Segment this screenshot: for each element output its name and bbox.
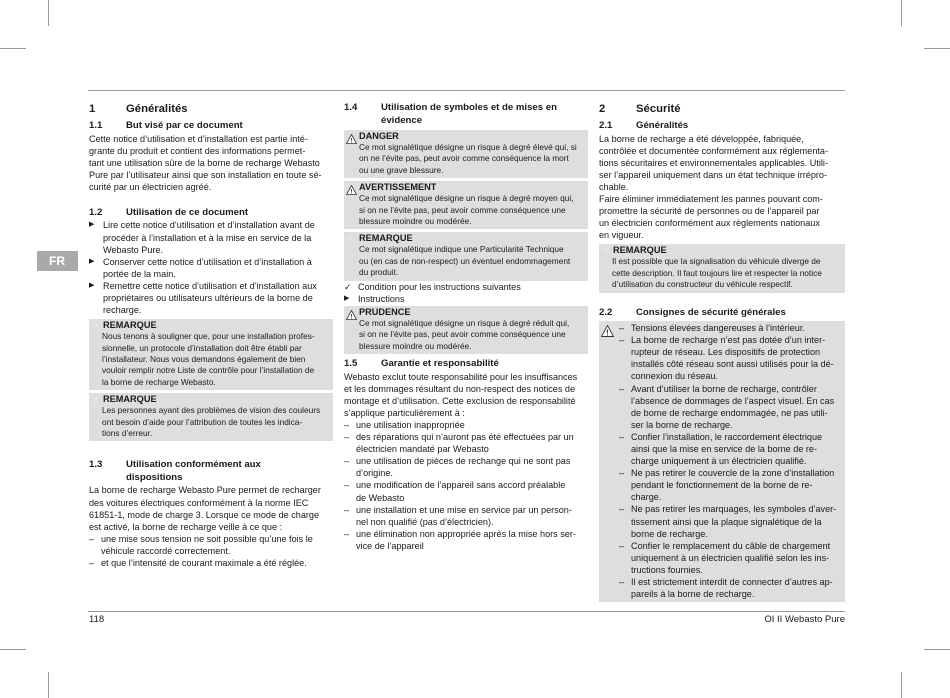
text-line: électricien mandaté par Webasto: [356, 444, 489, 455]
dash-marker: –: [619, 323, 625, 334]
paragraph: [344, 371, 588, 419]
subsection-heading: 2.1 Généralités: [599, 120, 689, 131]
language-tab: FR: [37, 251, 78, 271]
text-line: uniquement à un électricien qualifié selon les ins-: [631, 552, 830, 563]
text-line: Les personnes ayant des problèmes de vision des couleurs: [102, 405, 321, 416]
dash-marker: –: [619, 577, 625, 588]
note-box: ☞ REMARQUE Il est possible que la signalisation du véhicule diverge de cette description. Il faut toujours lire et respecter la notice d’utilisation du constructeur du véhicule respectif.: [599, 244, 845, 292]
text-line: Confier le remplacement du câble de chargement: [631, 540, 831, 551]
text-line: ser la borne de recharge.: [631, 419, 733, 430]
crop-mark: [48, 672, 49, 698]
text-line: Nous tenons à souligner que, pour une installation profes-: [102, 331, 315, 342]
arrow-right-icon: ▶: [89, 281, 95, 289]
dash-item: [619, 431, 843, 467]
dash-item: [619, 576, 843, 600]
text-line: portée de la main.: [103, 268, 176, 279]
text-line: Lire cette notice d’utilisation et d’installation avant de: [103, 220, 315, 231]
text-line: sionnelle, un protocole d’installation doit être établi par: [102, 342, 302, 353]
dash-item: [619, 334, 843, 382]
arrow-right-icon: ▶: [344, 294, 350, 302]
bullet-item: [89, 256, 333, 280]
text-line: tissement ainsi que la plaque signalétique de la: [631, 516, 822, 527]
dash-item: [344, 479, 588, 503]
dash-marker: –: [344, 456, 350, 467]
text-line: charge.: [631, 492, 662, 503]
remarque-box: ☞ REMARQUE Ce mot signalétique indique une Particularité Technique ou (en cas de non-respect) un éventuel endommagement du produit.: [344, 232, 588, 280]
note-box: ☞ REMARQUE Nous tenons à souligner que, pour une installation profes- sionnelle, un protocole d’installation doit être établi par l’installateur. Nous vous demandons également de bien vouloir remplir notre Liste de contrôle pour l’installation de la borne de recharge Webasto.: [89, 319, 333, 390]
column-2: [344, 102, 588, 552]
text-line: on ne l’évite pas, peut avoir comme conséquence la mort: [359, 153, 569, 164]
warning-triangle-icon: [346, 307, 359, 352]
footer-rule: [88, 611, 845, 612]
text-line: installés côté réseau sont aussi utilisés pour la dé-: [631, 359, 834, 370]
text-line: Ce mot signalétique désigne un risque à degré réduit qui,: [359, 317, 570, 328]
text-line: Avant d’utiliser la borne de recharge, contrôler: [631, 383, 817, 394]
text-line: contrôlée et documentée conformément aux réglementa-: [599, 145, 828, 156]
svg-text:!: !: [350, 313, 353, 320]
dash-item: [619, 540, 843, 576]
dash-marker: –: [344, 419, 350, 430]
text-line: charge uniquement à un électricien qualifié.: [631, 456, 807, 467]
text-line: tions d’erreur.: [102, 428, 153, 439]
note-hand-icon: ☞: [602, 246, 610, 256]
text-line: s’applique particulièrement à :: [344, 407, 465, 418]
text-line: nel non qualifié (pas d’électricien).: [356, 516, 494, 527]
dash-marker: –: [619, 431, 625, 442]
text-line: recharge.: [103, 305, 142, 316]
text-line: Ne pas retirer le couvercle de la zone d’installation: [631, 468, 835, 479]
text-line: de borne de recharge endommagée, ne pas utili-: [631, 407, 828, 418]
svg-text:!: !: [606, 328, 609, 338]
text-line: l’installateur. Nous vous demandons également de bien: [102, 354, 306, 365]
column-1: [89, 102, 333, 569]
text-line: grante du produit et contient des informations permet-: [89, 145, 306, 156]
subsection-heading: 1.3 Utilisation conformément aux: [89, 459, 261, 471]
warning-triangle-icon: [601, 322, 619, 600]
instruction-line: ▶ Instructions: [344, 293, 405, 304]
text-line: Pure par l’utilisateur ainsi que son installation en toute sé-: [89, 169, 322, 180]
text-line: propriétaires ou utilisateurs ultérieurs de la borne de: [103, 293, 313, 304]
dash-item: [344, 504, 588, 528]
dash-item: [344, 419, 588, 431]
text-line: borne de recharge.: [631, 528, 708, 539]
dash-item: [344, 528, 588, 552]
text-line: Webasto Pure.: [103, 244, 163, 255]
dash-list: [344, 419, 588, 552]
text-line: Conserver cette notice d’utilisation et d’installation à: [103, 256, 312, 267]
column-3: [599, 102, 845, 602]
text-line: cette description. Il faut toujours lire et respecter la notice: [612, 267, 822, 278]
subsection-heading: 1.4 Utilisation de symboles et de mises en: [344, 102, 557, 113]
text-line: blessure moindre ou modérée.: [359, 340, 472, 351]
avertissement-box: ! AVERTISSEMENT Ce mot signalétique désigne un risque à degré moyen qui, si on ne l’évite pas, peut avoir comme conséquence une blessure moindre ou modérée.: [344, 181, 588, 229]
bullet-list: [89, 219, 333, 316]
text-line: de Webasto: [356, 492, 405, 503]
text-line: curité par un électricien agréé.: [89, 181, 212, 192]
text-line: pendant le fonctionnement de la borne de re-: [631, 480, 813, 491]
subsection-heading-cont: évidence: [381, 114, 423, 126]
text-line: Tensions élevées dangereuses à l’intérieur.: [631, 323, 805, 334]
subsection-heading-cont: dispositions: [126, 471, 183, 483]
header-rule: [88, 90, 845, 91]
crop-mark: [924, 48, 950, 49]
text-line: Il est possible que la signalisation du véhicule diverge de: [612, 256, 821, 267]
text-line: ser l’appareil uniquement dans un état technique irrépro-: [599, 169, 827, 180]
text-line: une modification de l’appareil sans accord préalable: [356, 480, 566, 491]
text-line: Il est strictement interdit de connecter d’autres ap-: [631, 577, 833, 588]
text-line: rupteur de réseau. Les dispositifs de protection: [631, 347, 821, 358]
text-line: vouloir remplir notre Liste de contrôle pour l’installation de: [102, 365, 315, 376]
check-icon: ✓: [344, 281, 352, 292]
subsection-heading: 2.2 Consignes de sécurité générales: [599, 306, 786, 318]
dash-item: [89, 557, 333, 569]
text-line: une mise sous tension ne soit possible qu’une fois le: [101, 533, 313, 544]
dash-list: [89, 533, 333, 569]
text-line: si on ne l’évite pas, peut avoir comme conséquence une: [359, 204, 566, 215]
crop-mark: [0, 48, 26, 49]
dash-marker: –: [344, 504, 350, 515]
text-line: en vigueur.: [599, 230, 644, 241]
svg-text:!: !: [350, 188, 353, 196]
text-line: Ce mot signalétique désigne un risque à degré élevé qui, si: [359, 142, 577, 152]
text-line: et les dommages résultant du non-respect des notices de: [344, 383, 576, 394]
dash-marker: –: [619, 540, 625, 551]
safety-box: [599, 321, 845, 602]
check-line: ✓ Condition pour les instructions suivantes: [344, 281, 521, 292]
section-heading: 1 Généralités: [89, 103, 188, 115]
text-line: d’utilisation du constructeur du véhicule respectif.: [612, 279, 793, 290]
danger-box: ! DANGER Ce mot signalétique désigne un risque à degré élevé qui, si on ne l’évite pas, peut avoir comme conséquence la mort ou une grave blessure.: [344, 130, 588, 178]
text-line: une utilisation de pièces de rechange qui ne sont pas: [356, 456, 571, 467]
warning-triangle-icon: [346, 131, 359, 176]
dash-item: [619, 322, 843, 334]
text-line: montage et d’utilisation. Cette exclusion de responsabilité: [344, 395, 576, 406]
text-line: ainsi que la mise en service de la borne de re-: [631, 444, 818, 454]
text-line: vice de l’appareil: [356, 540, 424, 551]
paragraph: [89, 484, 333, 532]
crop-mark: [48, 0, 49, 26]
text-line: tant une utilisation sûre de la borne de recharge Webasto: [89, 157, 320, 168]
crop-mark: [0, 649, 26, 650]
text-line: est activé, la borne de recharge veille à ce que :: [89, 521, 283, 532]
bullet-item: [89, 280, 333, 316]
text-line: tructions fournies.: [631, 564, 703, 575]
text-line: tions sécuritaires et environnementales applicables. Utili-: [599, 157, 828, 168]
paragraph: [89, 133, 333, 193]
crop-mark: [901, 672, 902, 698]
text-line: blessure moindre ou modérée.: [359, 216, 472, 227]
dash-item: [344, 431, 588, 455]
crop-mark: [924, 649, 950, 650]
text-line: La borne de recharge n’est pas dotée d’un inter-: [631, 335, 826, 346]
prudence-box: ! PRUDENCE Ce mot signalétique désigne un risque à degré réduit qui, si on ne l’évite pas, peut avoir comme conséquence une blessure moindre ou modérée.: [344, 306, 588, 354]
text-line: une élimination non appropriée après la mise hors ser-: [356, 528, 576, 539]
dash-marker: –: [619, 383, 625, 394]
dash-marker: –: [344, 480, 350, 491]
text-line: procéder à l’installation et à la mise en service de la: [103, 232, 312, 243]
text-line: 61851-1, mode de charge 3. Lorsque ce mode de charge: [89, 509, 320, 520]
svg-text:!: !: [350, 137, 353, 144]
text-line: une installation et une mise en service par un person-: [356, 504, 572, 515]
dash-marker: –: [619, 468, 625, 479]
text-line: ou une grave blessure.: [359, 164, 444, 175]
text-line: La borne de recharge a été développée, fabriquée,: [599, 133, 804, 144]
dash-marker: –: [619, 504, 625, 515]
arrow-right-icon: ▶: [89, 257, 95, 265]
text-line: une utilisation inappropriée: [356, 419, 465, 430]
text-line: d’origine.: [356, 468, 393, 479]
note-box: ☞ REMARQUE Les personnes ayant des problèmes de vision des couleurs ont besoin d’aide pour l’attribution de toutes les indica- tions d’erreur.: [89, 393, 333, 441]
text-line: connexion du réseau.: [631, 371, 718, 382]
paragraph: [599, 133, 845, 242]
subsection-heading: 1.5 Garantie et responsabilité: [344, 358, 499, 370]
text-line: si on ne l’évite pas, peut avoir comme conséquence une: [359, 329, 566, 340]
text-line: promettre la sécurité de personnes ou de l’appareil par: [599, 206, 820, 217]
note-hand-icon: ☞: [346, 234, 354, 244]
note-hand-icon: ☞: [92, 321, 100, 331]
text-line: Ne pas retirer les marquages, les symboles d’aver-: [631, 504, 837, 515]
text-line: chable.: [599, 181, 629, 192]
text-line: Cette notice d’utilisation et d’installation est partie inté-: [89, 133, 308, 144]
text-line: des voitures électriques conformément à la norme IEC: [89, 497, 309, 508]
dash-item: [619, 383, 843, 431]
text-line: Remettre cette notice d’utilisation et d’installation aux: [103, 280, 317, 291]
text-line: ou (en cas de non-respect) un éventuel endommagement: [359, 255, 571, 266]
subsection-heading: 1.2 Utilisation de ce document: [89, 206, 249, 218]
dash-item: [619, 503, 843, 539]
text-line: véhicule raccordé correctement.: [101, 545, 231, 556]
text-line: pareils à la borne de recharge.: [631, 589, 755, 600]
dash-item: [89, 533, 333, 557]
text-line: Confier l’installation, le raccordement électrique: [631, 431, 823, 442]
text-line: la borne de recharge Webasto.: [102, 376, 216, 387]
text-line: Ce mot signalétique indique une Particularité Technique: [359, 244, 564, 255]
text-line: du produit.: [359, 267, 399, 278]
text-line: Faire éliminer immédiatement les pannes pouvant com-: [599, 193, 823, 204]
text-line: ont besoin d’aide pour l’attribution de toutes les indica-: [102, 416, 303, 427]
bullet-item: [89, 219, 333, 255]
text-line: Ce mot signalétique désigne un risque à degré moyen qui,: [359, 193, 574, 204]
warning-triangle-icon: [346, 182, 359, 227]
text-line: La borne de recharge Webasto Pure permet de recharger: [89, 485, 321, 496]
section-heading: 2 Sécurité: [599, 103, 681, 115]
arrow-right-icon: ▶: [89, 221, 95, 229]
text-line: et que l’intensité de courant maximale a été réglée.: [101, 558, 307, 569]
note-hand-icon: ☞: [92, 395, 100, 405]
text-line: des réparations qui n’auront pas été effectuées par un: [356, 432, 574, 443]
text-line: Webasto exclut toute responsabilité pour les insuffisances: [344, 371, 578, 382]
subsection-heading: 1.1 But visé par ce document: [89, 120, 243, 131]
dash-marker: –: [89, 533, 95, 544]
dash-marker: –: [344, 432, 350, 443]
doc-title: OI II Webasto Pure: [764, 614, 845, 625]
dash-marker: –: [89, 558, 95, 569]
text-line: l’absence de dommages de l’aspect visuel. En cas: [631, 395, 835, 406]
dash-item: [344, 455, 588, 479]
dash-marker: –: [344, 528, 350, 539]
page-number: 118: [89, 614, 105, 625]
dash-marker: –: [619, 335, 625, 346]
crop-mark: [901, 0, 902, 26]
text-line: un électricien conformément aux règlements nationaux: [599, 218, 820, 229]
dash-item: [619, 467, 843, 503]
